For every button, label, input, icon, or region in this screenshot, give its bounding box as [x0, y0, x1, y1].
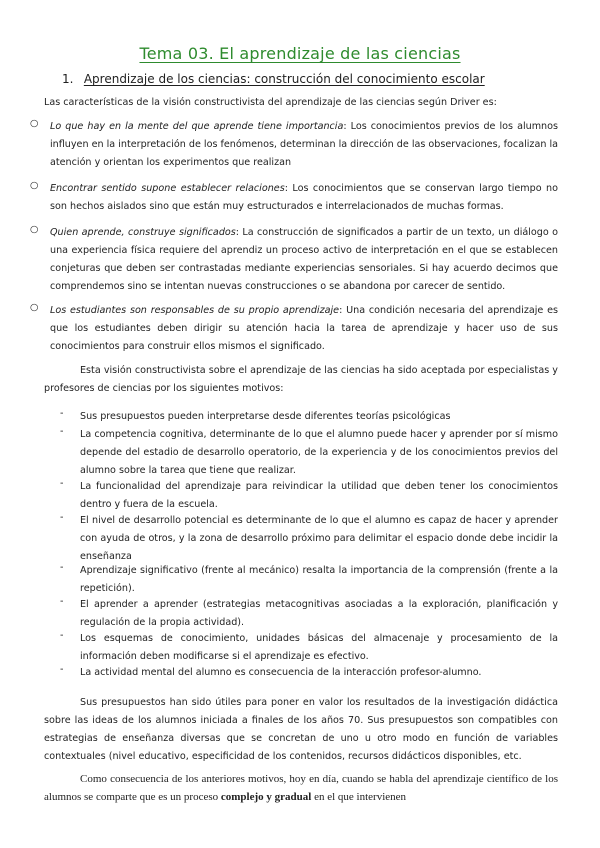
list-item	[50, 118, 558, 172]
list-item-text: : Los conocimientos que se conservan largo tiempo no son hechos aislados sino que están muy estructurados e interrelacionados de muchas formas.	[50, 183, 558, 212]
list-item: Sus presupuestos pueden interpretarse desde diferentes teorías psicológicas	[80, 411, 451, 422]
list-item-emphasis: Lo que hay en la mente del que aprende tiene importancia	[50, 121, 344, 132]
list-item: Los esquemas de conocimiento, unidades básicas del almacenaje y procesamiento de la información deben modificarse si el aprendizaje es efectivo.	[80, 633, 558, 662]
bullet-dash: -	[60, 478, 64, 489]
list-item: Aprendizaje significativo (frente al mecánico) resalta la importancia de la comprensión (frente a la repetición).	[80, 565, 558, 594]
bullet-dash: -	[60, 664, 64, 675]
section-number: 1.	[62, 72, 74, 86]
list-item: La competencia cognitiva, determinante de lo que el alumno puede hacer y aprender por sí mismo depende del estadio de desarrollo operatorio, de la experiencia y de los conocimientos previos del alumno sobre la tarea que tiene que realizar.	[80, 429, 558, 476]
list-item: La funcionalidad del aprendizaje para reivindicar la utilidad que deben tener los conocimientos dentro y fuera de la escuela.	[80, 481, 558, 510]
bullet-dash: -	[60, 512, 64, 523]
list-item-emphasis: Los estudiantes son responsables de su propio aprendizaje	[50, 305, 340, 316]
list-item-text: : Una condición necesaria del aprendizaje es que los estudiantes deben dirigir su atención hacia la tarea de aprendizaje y hacer uso de sus conocimientos para construir ellos mismos el significado.	[50, 305, 559, 352]
intro-paragraph: Las características de la visión constructivista del aprendizaje de las ciencias según Driver es:	[44, 97, 497, 108]
list-item-text: : Los conocimientos previos de los alumnos influyen en la interpretación de los fenómenos, determinan la dirección de las observaciones, focalizan la atención y orientan los experimentos que realizan	[50, 121, 558, 168]
bullet-dash: -	[60, 596, 64, 607]
list-item	[50, 302, 558, 356]
bullet-circle-3: ○	[30, 224, 39, 235]
bullet-dash: -	[60, 562, 64, 573]
page-title: Tema 03. El aprendizaje de las ciencias	[139, 44, 461, 63]
list-item-emphasis: Encontrar sentido supone establecer relaciones	[50, 183, 285, 194]
paragraph-consecuencia	[44, 770, 558, 806]
section-title: Aprendizaje de los ciencias: construcción del conocimiento escolar	[83, 72, 485, 86]
bullet-circle-2: ○	[30, 180, 39, 191]
paragraph-motives: Esta visión constructivista sobre el aprendizaje de las ciencias ha sido aceptada por especialistas y profesores de ciencias por los siguientes motivos:	[44, 365, 558, 394]
bullet-circle-1: ○	[30, 118, 39, 129]
bullet-circle-4: ○	[30, 302, 39, 313]
section-heading	[62, 72, 485, 86]
list-item-text: : La construcción de significados a partir de un texto, un diálogo o una experiencia física requiere del aprendiz un proceso activo de interpretación en el que se establecen conjeturas que deben ser contrastadas mediante experiencias sensoriales. Si hay acuerdo decimos que comprendemos sino se intentan nuevas construcciones o se abandona por carecer de sentido.	[50, 227, 559, 292]
list-item: El aprender a aprender (estrategias metacognitivas asociadas a la exploración, planificación y regulación de la propia actividad).	[80, 599, 558, 628]
bold-phrase: complejo y gradual	[220, 791, 312, 803]
paragraph-text: en el que intervienen	[311, 791, 407, 803]
list-item-emphasis: Quien aprende, construye significados	[50, 227, 236, 238]
paragraph-text: Como consecuencia de los anteriores motivos, hoy en día, cuando se habla del aprendizaje científico de los alumnos se comparte que es un proceso	[44, 773, 558, 803]
list-item	[50, 224, 558, 296]
paragraph-presupuestos: Sus presupuestos han sido útiles para poner en valor los resultados de la investigación didáctica sobre las ideas de los alumnos iniciada a finales de los años 70. Sus presupuestos son compatibles con estrategias de enseñanza diversas que se concretan de uno u otro modo en función de variables contextuales (nivel educativo, especificidad de los contenidos, recursos didácticos disponibles, etc.	[44, 697, 558, 762]
list-item: El nivel de desarrollo potencial es determinante de lo que el alumno es capaz de hacer y aprender con ayuda de otros, y la zona de desarrollo próximo para delimitar el espacio donde debe incidir la enseñanza	[80, 515, 558, 562]
list-item: La actividad mental del alumno es consecuencia de la interacción profesor-alumno.	[80, 667, 482, 678]
bullet-dash: -	[60, 630, 64, 641]
list-item	[50, 180, 558, 216]
bullet-dash: -	[60, 408, 64, 419]
bullet-dash: -	[60, 426, 64, 437]
